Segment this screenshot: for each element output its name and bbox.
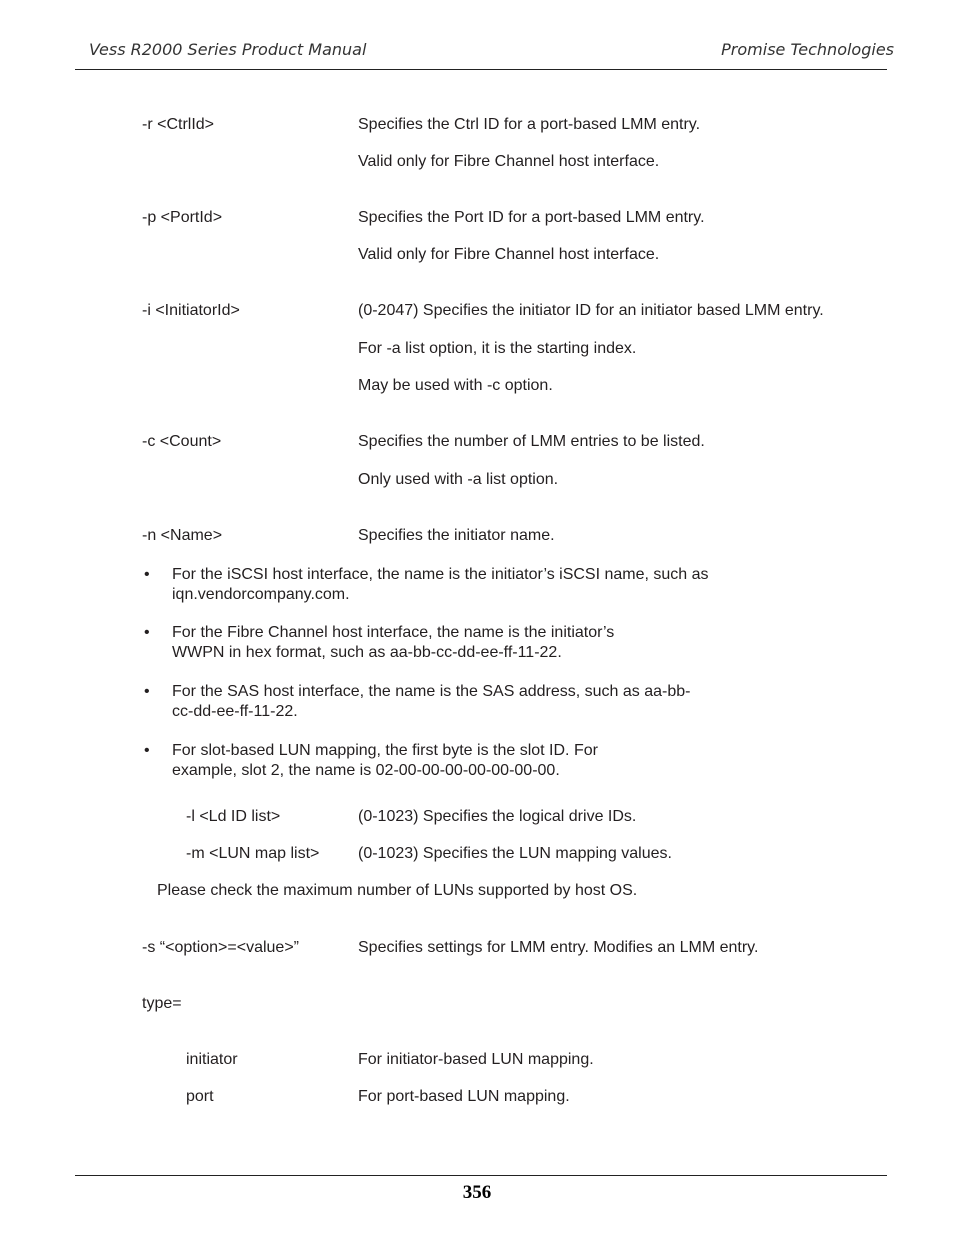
sub-option-flag-l: -l <Ld ID list> xyxy=(186,808,281,825)
option-desc-r-2: Valid only for Fibre Channel host interface. xyxy=(358,153,660,170)
option-desc-i-3: May be used with -c option. xyxy=(358,377,553,394)
option-flag-p: -p <PortId> xyxy=(142,209,223,226)
option-flag-n: -n <Name> xyxy=(142,527,223,544)
bullet-marker: • xyxy=(144,742,150,759)
lun-note: Please check the maximum number of LUNs supported by host OS. xyxy=(157,882,638,899)
option-flag-r: -r <CtrlId> xyxy=(142,116,215,133)
sub-option-flag-m: -m <LUN map list> xyxy=(186,845,320,862)
option-desc-c-1: Specifies the number of LMM entries to be listed. xyxy=(358,433,705,450)
bullet-item-iscsi: For the iSCSI host interface, the name is the initiator’s iSCSI name, such as iqn.vendorcompany.com. xyxy=(172,566,709,603)
header-company: Promise Technologies xyxy=(721,40,894,59)
option-desc-r-1: Specifies the Ctrl ID for a port-based LMM entry. xyxy=(358,116,701,133)
option-flag-c: -c <Count> xyxy=(142,433,222,450)
type-value-port: port xyxy=(186,1088,214,1105)
option-desc-p-1: Specifies the Port ID for a port-based LMM entry. xyxy=(358,209,705,226)
page-number: 356 xyxy=(462,1182,492,1203)
option-desc-n-1: Specifies the initiator name. xyxy=(358,527,555,544)
bullet-item-sas: For the SAS host interface, the name is the SAS address, such as aa-bb-cc-dd-ee-ff-11-22. xyxy=(172,683,691,720)
footer-divider xyxy=(75,1175,887,1176)
bullet-item-slot-based: For slot-based LUN mapping, the first byte is the slot ID. For example, slot 2, the name is 02-00-00-00-00-00-00-00. xyxy=(172,742,598,779)
option-flag-i: -i <InitiatorId> xyxy=(142,302,240,319)
option-desc-p-2: Valid only for Fibre Channel host interface. xyxy=(358,246,660,263)
option-desc-i-1: (0-2047) Specifies the initiator ID for an initiator based LMM entry. xyxy=(358,302,824,319)
type-value-initiator: initiator xyxy=(186,1051,238,1068)
type-desc-port: For port-based LUN mapping. xyxy=(358,1088,570,1105)
option-desc-c-2: Only used with -a list option. xyxy=(358,471,559,488)
option-desc-i-2: For -a list option, it is the starting index. xyxy=(358,340,637,357)
bullet-marker: • xyxy=(144,624,150,641)
header-divider xyxy=(75,69,887,70)
option-flag-s: -s “<option>=<value>” xyxy=(142,939,299,956)
type-desc-initiator: For initiator-based LUN mapping. xyxy=(358,1051,594,1068)
type-label: type= xyxy=(142,995,182,1012)
bullet-marker: • xyxy=(144,566,150,583)
bullet-item-fibre-channel: For the Fibre Channel host interface, the name is the initiator’s WWPN in hex format, such as aa-bb-cc-dd-ee-ff-11-22. xyxy=(172,624,615,661)
sub-option-desc-m: (0-1023) Specifies the LUN mapping values. xyxy=(358,845,672,862)
option-desc-s: Specifies settings for LMM entry. Modifies an LMM entry. xyxy=(358,939,759,956)
bullet-marker: • xyxy=(144,683,150,700)
sub-option-desc-l: (0-1023) Specifies the logical drive IDs. xyxy=(358,808,637,825)
header-manual-title: Vess R2000 Series Product Manual xyxy=(89,40,367,59)
